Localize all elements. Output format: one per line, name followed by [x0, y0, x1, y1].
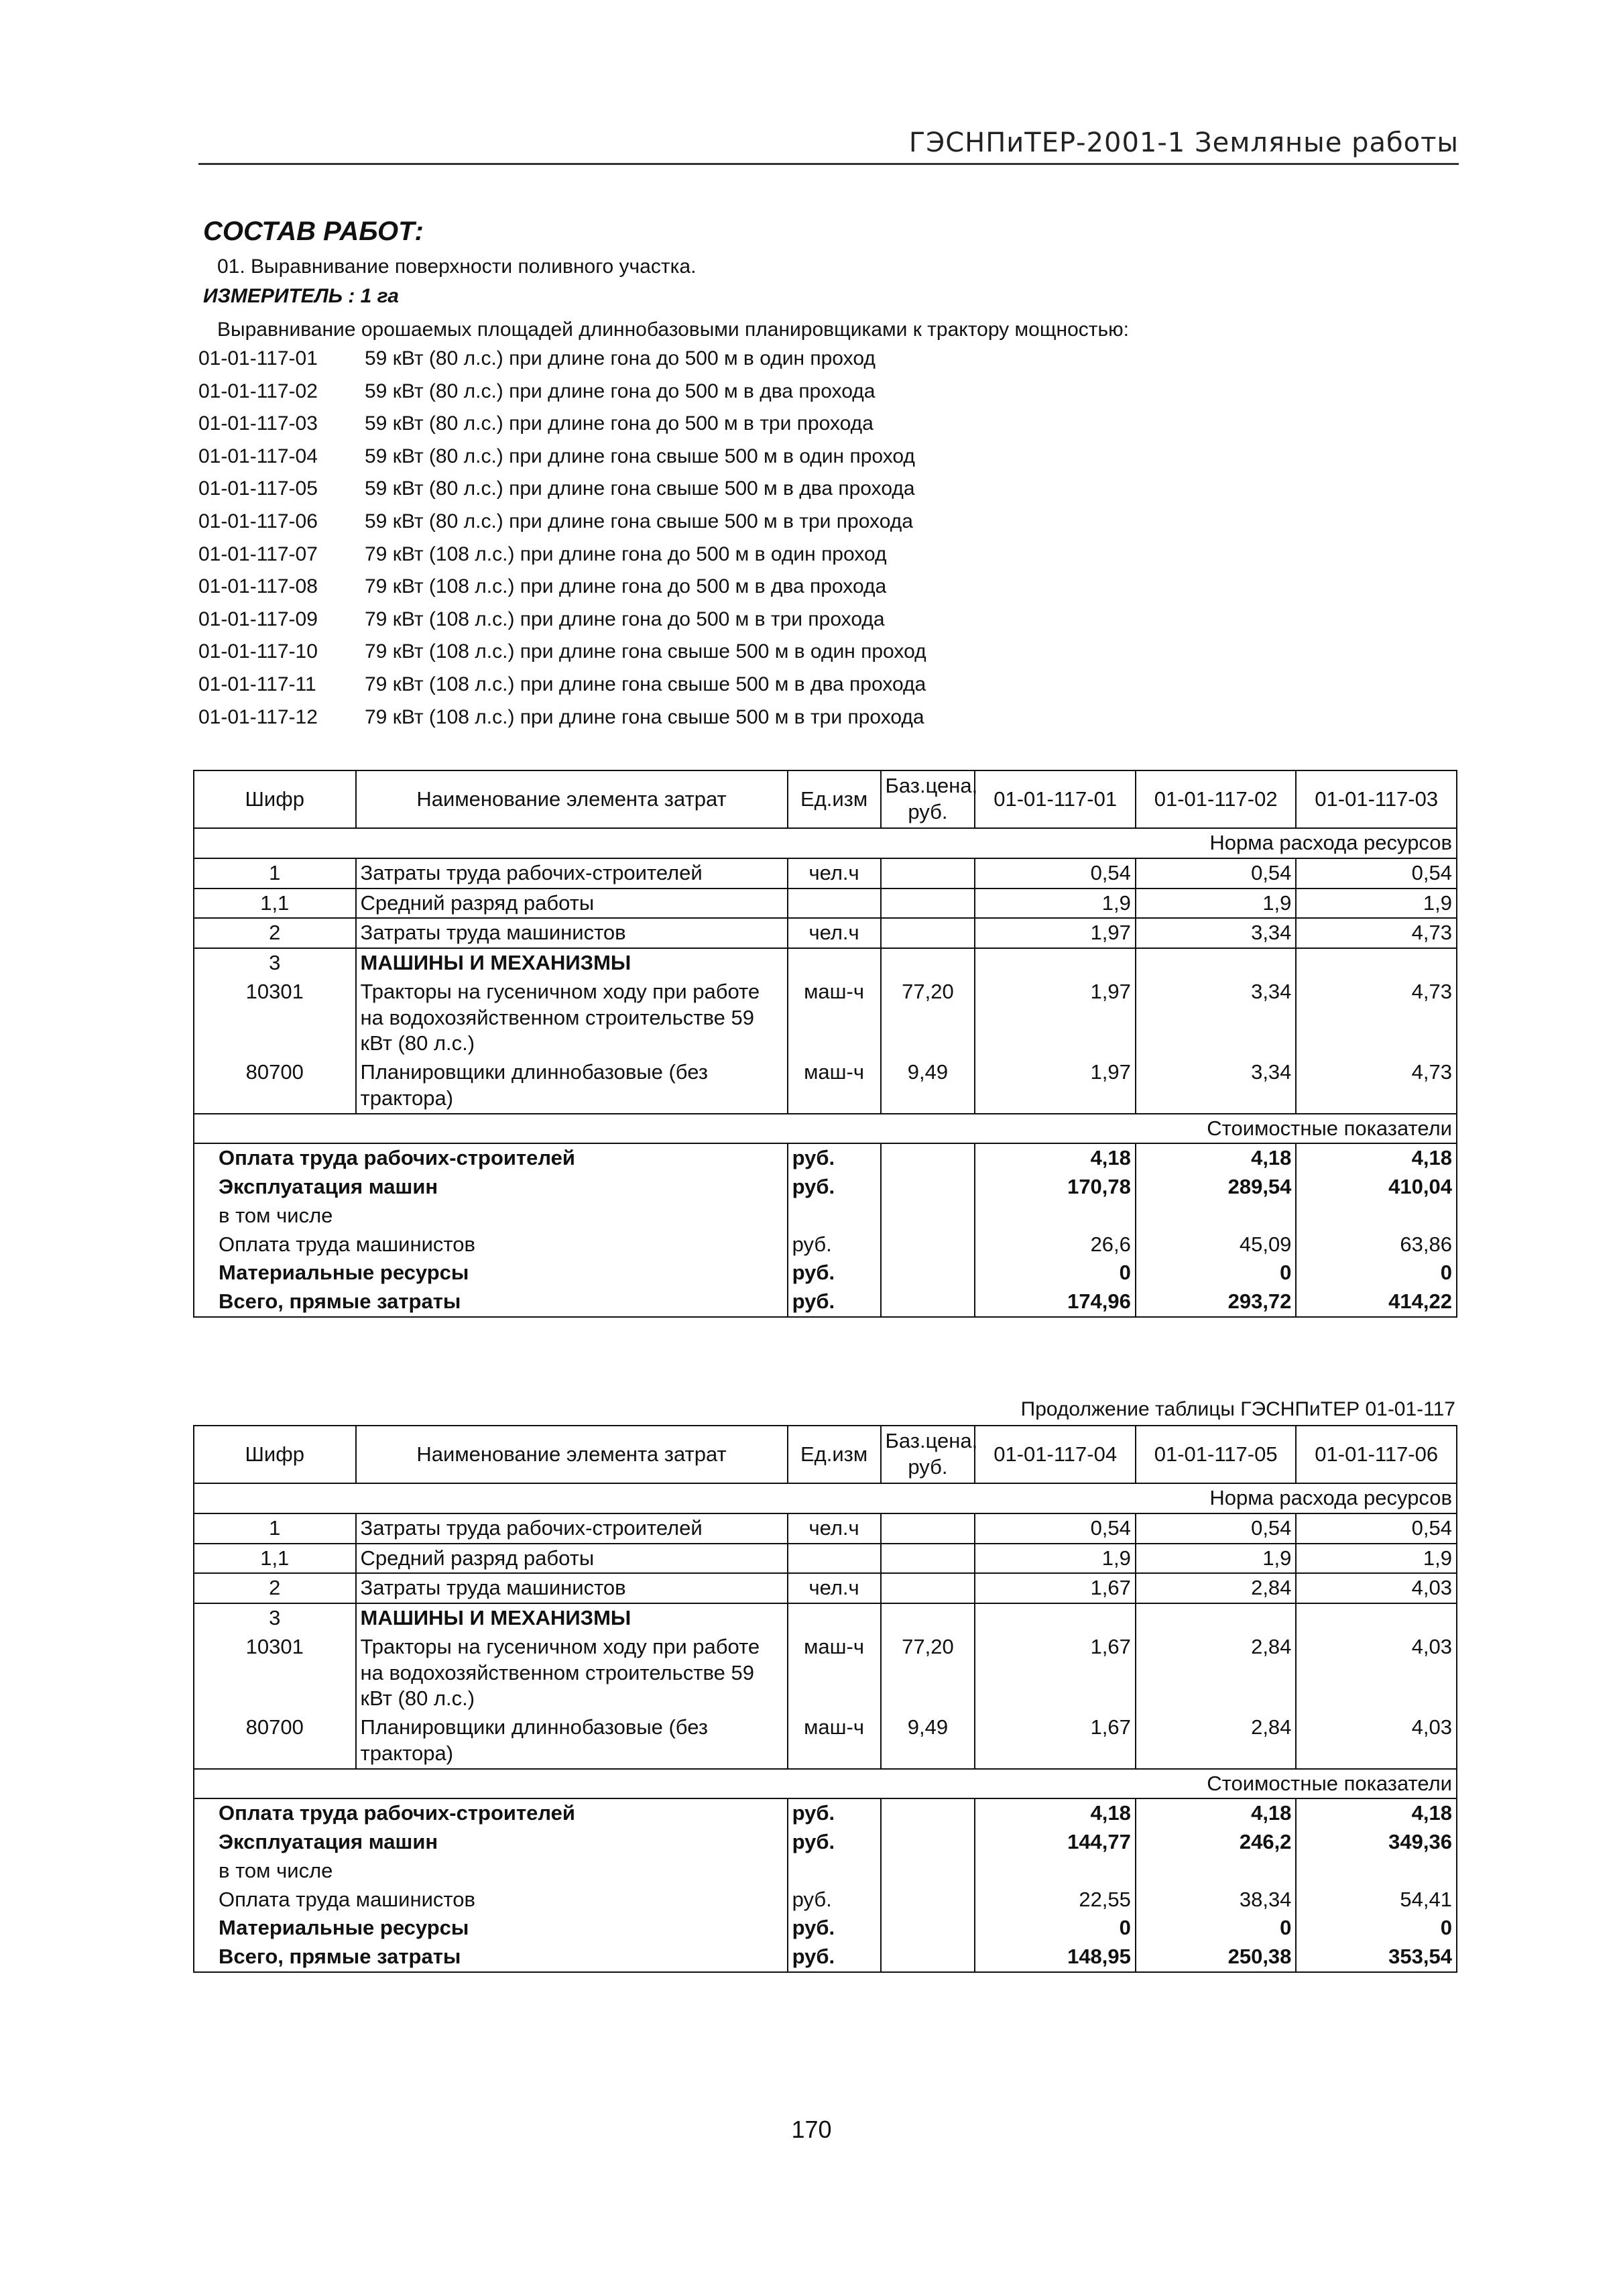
cost-unit: руб. [788, 1943, 881, 1972]
cost-value: 63,86 [1296, 1230, 1457, 1259]
cost-value: 4,18 [1136, 1143, 1297, 1173]
cost-value: 148,95 [975, 1943, 1136, 1972]
row-value: 2,84 [1136, 1633, 1297, 1713]
row-value: 1,9 [975, 888, 1136, 919]
code: 01-01-117-03 [198, 412, 318, 435]
row-unit: чел.ч [788, 1573, 881, 1603]
row-value: 1,67 [975, 1713, 1136, 1769]
header-price: Баз.цена, руб. [881, 770, 975, 828]
cost-value: 45,09 [1136, 1230, 1297, 1259]
section-title: СОСТАВ РАБОТ: [203, 217, 424, 246]
table-header-row [194, 770, 1457, 828]
cost-name: в том числе [194, 1202, 788, 1230]
norm-section-title: Норма расхода ресурсов [194, 1483, 1457, 1513]
cost-value: 246,2 [1136, 1828, 1297, 1857]
header-unit: Ед.изм [788, 770, 881, 828]
cost-unit: руб. [788, 1259, 881, 1287]
row-price [881, 1573, 975, 1603]
code-description: 79 кВт (108 л.с.) при длине гона свыше 500 м в один проход [365, 640, 926, 663]
row-name: Затраты труда машинистов [356, 1573, 788, 1603]
row-value: 1,9 [975, 1544, 1136, 1574]
row-unit [788, 888, 881, 919]
row-code: 3 [194, 948, 356, 978]
header-col-2: 01-01-117-05 [1136, 1426, 1297, 1483]
row-name: МАШИНЫ И МЕХАНИЗМЫ [356, 948, 788, 978]
header-cipher: Шифр [194, 1426, 356, 1483]
cost-name: Материальные ресурсы [194, 1259, 788, 1287]
header-rule [198, 163, 1459, 165]
row-unit: чел.ч [788, 918, 881, 948]
row-price: 77,20 [881, 978, 975, 1058]
row-price: 77,20 [881, 1633, 975, 1713]
cost-unit: руб. [788, 1230, 881, 1259]
cost-unit: руб. [788, 1173, 881, 1202]
code: 01-01-117-09 [198, 608, 318, 630]
header-col-3: 01-01-117-03 [1296, 770, 1457, 828]
row-value: 3,34 [1136, 978, 1297, 1058]
cost-row [194, 1259, 1457, 1287]
table-header-row [194, 1426, 1457, 1483]
row-price: 9,49 [881, 1713, 975, 1769]
row-value: 1,67 [975, 1633, 1136, 1713]
code: 01-01-117-04 [198, 445, 318, 467]
row-name: Тракторы на гусеничном ходу при работе на водохозяйственном строительстве 59 кВт (80 л.с.) [356, 978, 788, 1058]
intro-text: Выравнивание орошаемых площадей длиннобазовыми планировщиками к трактору мощностью: [217, 319, 1129, 341]
cost-section-title: Стоимостные показатели [194, 1114, 1457, 1144]
cost-name: Эксплуатация машин [194, 1828, 788, 1857]
cost-row [194, 1287, 1457, 1317]
code-description: 79 кВт (108 л.с.) при длине гона до 500 м в один проход [365, 542, 887, 565]
table-row [194, 1633, 1457, 1713]
cost-value: 4,18 [975, 1798, 1136, 1828]
cost-name: Оплата труда машинистов [194, 1230, 788, 1259]
row-name: Тракторы на гусеничном ходу при работе на водохозяйственном строительстве 59 кВт (80 л.с.) [356, 1633, 788, 1713]
code: 01-01-117-05 [198, 477, 318, 500]
cost-unit: руб. [788, 1914, 881, 1943]
code-description: 79 кВт (108 л.с.) при длине гона до 500 м в три прохода [365, 608, 885, 630]
cost-row [194, 1943, 1457, 1972]
cost-name: Оплата труда рабочих-строителей [194, 1798, 788, 1828]
row-value: 1,9 [1296, 1544, 1457, 1574]
table-row [194, 858, 1457, 888]
cost-value: 38,34 [1136, 1886, 1297, 1914]
cost-value: 0 [975, 1914, 1136, 1943]
header-price: Баз.цена, руб. [881, 1426, 975, 1483]
measurer: ИЗМЕРИТЕЛЬ : 1 га [203, 285, 399, 307]
code: 01-01-117-01 [198, 347, 318, 369]
code-description: 59 кВт (80 л.с.) при длине гона свыше 500 м в один проход [365, 445, 915, 467]
cost-name: Эксплуатация машин [194, 1173, 788, 1202]
row-code: 3 [194, 1603, 356, 1633]
row-value: 2,84 [1136, 1713, 1297, 1769]
row-code: 80700 [194, 1058, 356, 1114]
cost-value: 26,6 [975, 1230, 1136, 1259]
header-cipher: Шифр [194, 770, 356, 828]
code-description: 79 кВт (108 л.с.) при длине гона до 500 м в два прохода [365, 575, 887, 598]
row-value: 3,34 [1136, 918, 1297, 948]
code: 01-01-117-11 [198, 673, 316, 695]
row-unit: чел.ч [788, 858, 881, 888]
cost-row [194, 1173, 1457, 1202]
row-value: 1,67 [975, 1573, 1136, 1603]
row-unit: маш-ч [788, 978, 881, 1058]
cost-unit: руб. [788, 1886, 881, 1914]
cost-row [194, 1202, 1457, 1230]
table-row [194, 1713, 1457, 1769]
row-value: 1,97 [975, 1058, 1136, 1114]
cost-row [194, 1857, 1457, 1886]
cost-value: 144,77 [975, 1828, 1136, 1857]
running-header: ГЭСНПиТЕР-2001-1 Земляные работы [908, 127, 1459, 158]
code: 01-01-117-02 [198, 380, 318, 402]
cost-value: 4,18 [1296, 1143, 1457, 1173]
row-name: Средний разряд работы [356, 888, 788, 919]
cost-value: 174,96 [975, 1287, 1136, 1317]
code-description: 79 кВт (108 л.с.) при длине гона свыше 500 м в три прохода [365, 705, 924, 728]
cost-value: 4,18 [1296, 1798, 1457, 1828]
row-value: 0,54 [975, 1513, 1136, 1544]
cost-value: 54,41 [1296, 1886, 1457, 1914]
header-col-3: 01-01-117-06 [1296, 1426, 1457, 1483]
row-price [881, 1513, 975, 1544]
row-code: 2 [194, 1573, 356, 1603]
cost-row [194, 1143, 1457, 1173]
cost-value: 0 [1136, 1914, 1297, 1943]
row-name: Планировщики длиннобазовые (без трактора) [356, 1713, 788, 1769]
cost-row [194, 1886, 1457, 1914]
cost-name: Материальные ресурсы [194, 1914, 788, 1943]
header-col-1: 01-01-117-01 [975, 770, 1136, 828]
cost-section-title: Стоимостные показатели [194, 1769, 1457, 1799]
cost-unit: руб. [788, 1828, 881, 1857]
cost-value: 4,18 [975, 1143, 1136, 1173]
row-code: 10301 [194, 978, 356, 1058]
code-description: 59 кВт (80 л.с.) при длине гона до 500 м в три прохода [365, 412, 874, 435]
cost-value: 289,54 [1136, 1173, 1297, 1202]
row-value: 0,54 [1296, 1513, 1457, 1544]
cost-row [194, 1828, 1457, 1857]
cost-value: 410,04 [1296, 1173, 1457, 1202]
code: 01-01-117-12 [198, 705, 318, 728]
row-value: 2,84 [1136, 1573, 1297, 1603]
row-code: 2 [194, 918, 356, 948]
row-name: Затраты труда рабочих-строителей [356, 858, 788, 888]
cost-unit: руб. [788, 1798, 881, 1828]
row-value: 4,03 [1296, 1713, 1457, 1769]
row-value: 4,03 [1296, 1633, 1457, 1713]
row-price [881, 1544, 975, 1574]
cost-unit: руб. [788, 1287, 881, 1317]
row-price [881, 888, 975, 919]
cost-row [194, 1798, 1457, 1828]
row-code: 1,1 [194, 1544, 356, 1574]
code-description: 59 кВт (80 л.с.) при длине гона свыше 500 м в три прохода [365, 510, 913, 532]
row-value: 0,54 [1136, 858, 1297, 888]
row-name: Затраты труда рабочих-строителей [356, 1513, 788, 1544]
row-name: Затраты труда машинистов [356, 918, 788, 948]
header-name: Наименование элемента затрат [356, 1426, 788, 1483]
row-value: 4,73 [1296, 978, 1457, 1058]
table-row [194, 1573, 1457, 1603]
row-code: 80700 [194, 1713, 356, 1769]
row-name: МАШИНЫ И МЕХАНИЗМЫ [356, 1603, 788, 1633]
row-value: 3,34 [1136, 1058, 1297, 1114]
cost-name: Всего, прямые затраты [194, 1287, 788, 1317]
code: 01-01-117-06 [198, 510, 318, 532]
code: 01-01-117-08 [198, 575, 318, 598]
row-code: 10301 [194, 1633, 356, 1713]
row-code: 1,1 [194, 888, 356, 919]
table-row [194, 1513, 1457, 1544]
row-price [881, 918, 975, 948]
row-value: 1,9 [1136, 888, 1297, 919]
row-code: 1 [194, 858, 356, 888]
cost-name: в том числе [194, 1857, 788, 1886]
cost-name: Всего, прямые затраты [194, 1943, 788, 1972]
code-description: 59 кВт (80 л.с.) при длине гона до 500 м в один проход [365, 347, 876, 369]
row-name: Средний разряд работы [356, 1544, 788, 1574]
cost-value: 4,18 [1136, 1798, 1297, 1828]
table-row [194, 918, 1457, 948]
table-row [194, 978, 1457, 1058]
norm-section-title: Норма расхода ресурсов [194, 828, 1457, 858]
row-unit [788, 1544, 881, 1574]
cost-value: 250,38 [1136, 1943, 1297, 1972]
row-value: 4,73 [1296, 918, 1457, 948]
row-unit: маш-ч [788, 1058, 881, 1114]
table-row [194, 1603, 1457, 1633]
cost-value: 22,55 [975, 1886, 1136, 1914]
table-row [194, 948, 1457, 978]
continuation-caption: Продолжение таблицы ГЭСНПиТЕР 01-01-117 [1020, 1398, 1455, 1420]
code: 01-01-117-07 [198, 542, 318, 565]
work-item: 01. Выравнивание поверхности поливного участка. [217, 255, 697, 278]
row-value: 0,54 [1296, 858, 1457, 888]
page-number: 170 [791, 2116, 832, 2143]
table-row [194, 888, 1457, 919]
header-col-2: 01-01-117-02 [1136, 770, 1297, 828]
row-price: 9,49 [881, 1058, 975, 1114]
cost-value: 0 [1296, 1259, 1457, 1287]
code-description: 59 кВт (80 л.с.) при длине гона до 500 м в два прохода [365, 380, 876, 402]
cost-name: Оплата труда рабочих-строителей [194, 1143, 788, 1173]
row-value: 1,97 [975, 918, 1136, 948]
table-row [194, 1544, 1457, 1574]
table-row [194, 1058, 1457, 1114]
row-unit: маш-ч [788, 1633, 881, 1713]
header-col-1: 01-01-117-04 [975, 1426, 1136, 1483]
row-value: 4,73 [1296, 1058, 1457, 1114]
row-value: 0,54 [1136, 1513, 1297, 1544]
row-name: Планировщики длиннобазовые (без трактора) [356, 1058, 788, 1114]
cost-value: 0 [975, 1259, 1136, 1287]
row-code: 1 [194, 1513, 356, 1544]
cost-value: 353,54 [1296, 1943, 1457, 1972]
header-name: Наименование элемента затрат [356, 770, 788, 828]
cost-value: 293,72 [1136, 1287, 1297, 1317]
cost-name: Оплата труда машинистов [194, 1886, 788, 1914]
row-value: 1,97 [975, 978, 1136, 1058]
code: 01-01-117-10 [198, 640, 318, 663]
cost-value: 170,78 [975, 1173, 1136, 1202]
norm-table-1 [193, 770, 1457, 1318]
cost-value: 0 [1296, 1914, 1457, 1943]
code-description: 59 кВт (80 л.с.) при длине гона свыше 500 м в два прохода [365, 477, 915, 500]
row-value: 4,03 [1296, 1573, 1457, 1603]
header-unit: Ед.изм [788, 1426, 881, 1483]
cost-value: 349,36 [1296, 1828, 1457, 1857]
cost-unit: руб. [788, 1143, 881, 1173]
row-price [881, 858, 975, 888]
row-value: 1,9 [1136, 1544, 1297, 1574]
row-value: 0,54 [975, 858, 1136, 888]
row-unit: чел.ч [788, 1513, 881, 1544]
row-unit: маш-ч [788, 1713, 881, 1769]
code-description: 79 кВт (108 л.с.) при длине гона свыше 500 м в два прохода [365, 673, 926, 695]
norm-table-2 [193, 1425, 1457, 1973]
cost-row [194, 1230, 1457, 1259]
cost-value: 0 [1136, 1259, 1297, 1287]
cost-row [194, 1914, 1457, 1943]
cost-value: 414,22 [1296, 1287, 1457, 1317]
row-value: 1,9 [1296, 888, 1457, 919]
